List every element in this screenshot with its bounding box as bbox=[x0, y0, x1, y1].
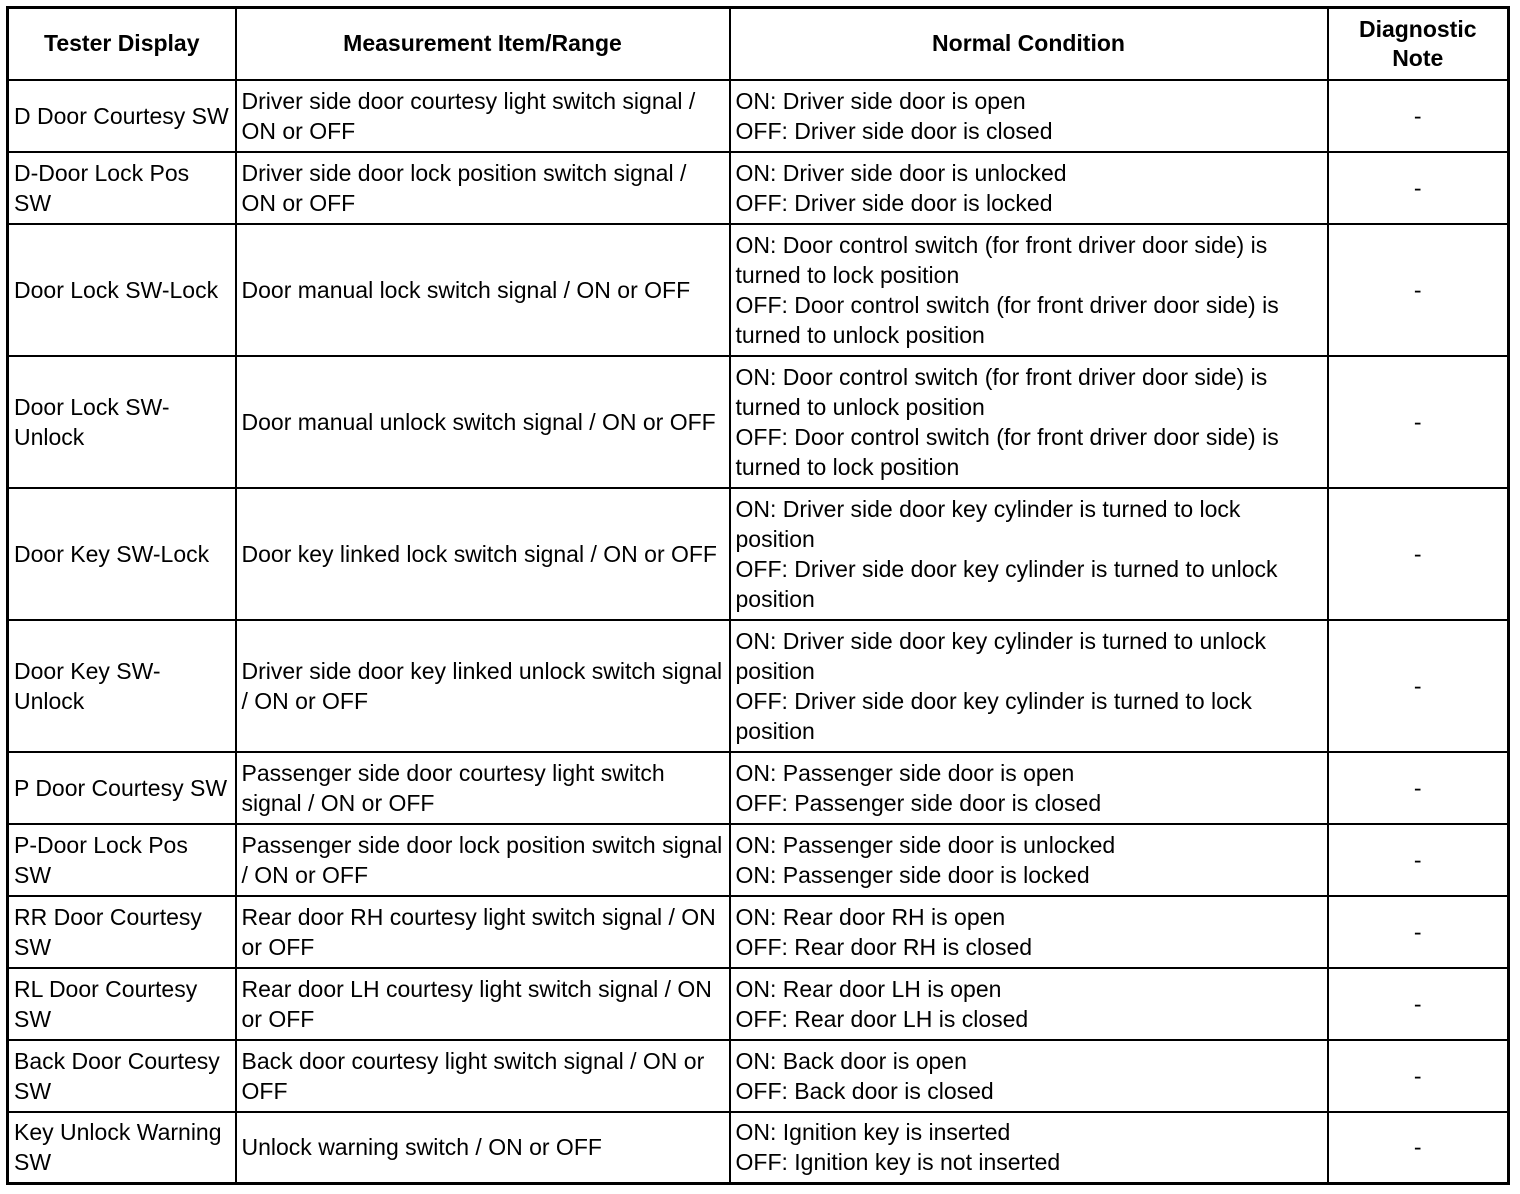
table-row bbox=[8, 620, 1509, 752]
tester-display-cell: Back Door Courtesy SW bbox=[8, 1040, 236, 1112]
table-row bbox=[8, 80, 1509, 152]
table-row bbox=[8, 752, 1509, 824]
measurement-cell: Door key linked lock switch signal / ON or OFF bbox=[236, 488, 730, 620]
table-row bbox=[8, 488, 1509, 620]
condition-on: ON: Driver side door key cylinder is turned to unlock position bbox=[735, 627, 1266, 684]
measurement-cell: Door manual lock switch signal / ON or OFF bbox=[236, 224, 730, 356]
condition-on: ON: Driver side door is unlocked bbox=[735, 159, 1067, 186]
data-list-table bbox=[6, 6, 1510, 1185]
diagnostic-note-cell: - bbox=[1328, 620, 1509, 752]
tester-display-cell: P-Door Lock Pos SW bbox=[8, 824, 236, 896]
normal-condition-cell bbox=[730, 1040, 1328, 1112]
diagnostic-note-cell: - bbox=[1328, 488, 1509, 620]
condition-off: OFF: Back door is closed bbox=[735, 1077, 994, 1104]
table-body bbox=[8, 80, 1509, 1184]
condition-on: ON: Passenger side door is open bbox=[735, 759, 1075, 786]
condition-off: OFF: Door control switch (for front driver door side) is turned to unlock position bbox=[735, 291, 1279, 348]
tester-display-cell: D Door Courtesy SW bbox=[8, 80, 236, 152]
diagnostic-note-cell: - bbox=[1328, 1040, 1509, 1112]
table-row bbox=[8, 152, 1509, 224]
condition-off: OFF: Driver side door key cylinder is turned to lock position bbox=[735, 687, 1252, 744]
table-row bbox=[8, 896, 1509, 968]
diagnostic-note-cell: - bbox=[1328, 80, 1509, 152]
diagnostic-note-cell: - bbox=[1328, 224, 1509, 356]
normal-condition-cell bbox=[730, 80, 1328, 152]
tester-display-cell: Door Key SW-Lock bbox=[8, 488, 236, 620]
diagnostic-note-cell: - bbox=[1328, 356, 1509, 488]
diagnostic-note-cell: - bbox=[1328, 896, 1509, 968]
condition-off: OFF: Driver side door is locked bbox=[735, 189, 1053, 216]
condition-on: ON: Rear door LH is open bbox=[735, 975, 1002, 1002]
condition-on: ON: Back door is open bbox=[735, 1047, 967, 1074]
table-row bbox=[8, 968, 1509, 1040]
diagnostic-note-cell: - bbox=[1328, 1112, 1509, 1184]
measurement-cell: Door manual unlock switch signal / ON or OFF bbox=[236, 356, 730, 488]
condition-off: OFF: Ignition key is not inserted bbox=[735, 1149, 1061, 1176]
tester-display-cell: Key Unlock Warning SW bbox=[8, 1112, 236, 1184]
normal-condition-cell bbox=[730, 1112, 1328, 1184]
normal-condition-cell bbox=[730, 752, 1328, 824]
header-tester-display: Tester Display bbox=[8, 8, 236, 80]
condition-off: OFF: Rear door RH is closed bbox=[735, 933, 1033, 960]
measurement-cell: Rear door LH courtesy light switch signal / ON or OFF bbox=[236, 968, 730, 1040]
measurement-cell: Rear door RH courtesy light switch signal / ON or OFF bbox=[236, 896, 730, 968]
tester-display-cell: Door Lock SW-Unlock bbox=[8, 356, 236, 488]
condition-off: OFF: Passenger side door is closed bbox=[735, 789, 1102, 816]
diagnostic-note-cell: - bbox=[1328, 968, 1509, 1040]
normal-condition-cell bbox=[730, 356, 1328, 488]
table-row bbox=[8, 1040, 1509, 1112]
tester-display-cell: D-Door Lock Pos SW bbox=[8, 152, 236, 224]
diagnostic-note-cell: - bbox=[1328, 824, 1509, 896]
condition-off: OFF: Door control switch (for front driver door side) is turned to lock position bbox=[735, 423, 1279, 480]
diagnostic-note-cell: - bbox=[1328, 152, 1509, 224]
condition-on: ON: Driver side door is open bbox=[735, 87, 1026, 114]
normal-condition-cell bbox=[730, 896, 1328, 968]
measurement-cell: Passenger side door lock position switch signal / ON or OFF bbox=[236, 824, 730, 896]
header-diagnostic-note: Diagnostic Note bbox=[1328, 8, 1509, 80]
condition-on: ON: Driver side door key cylinder is turned to lock position bbox=[735, 495, 1241, 552]
table-row bbox=[8, 1112, 1509, 1184]
diagnostic-note-cell: - bbox=[1328, 752, 1509, 824]
tester-display-cell: Door Lock SW-Lock bbox=[8, 224, 236, 356]
condition-on: ON: Rear door RH is open bbox=[735, 903, 1006, 930]
measurement-cell: Back door courtesy light switch signal / ON or OFF bbox=[236, 1040, 730, 1112]
table-row bbox=[8, 224, 1509, 356]
table-row bbox=[8, 356, 1509, 488]
measurement-cell: Driver side door courtesy light switch signal / ON or OFF bbox=[236, 80, 730, 152]
condition-on: ON: Door control switch (for front driver door side) is turned to lock position bbox=[735, 231, 1268, 288]
condition-on: ON: Passenger side door is unlocked bbox=[735, 831, 1116, 858]
condition-off: OFF: Driver side door key cylinder is turned to unlock position bbox=[735, 555, 1278, 612]
normal-condition-cell bbox=[730, 224, 1328, 356]
normal-condition-cell bbox=[730, 620, 1328, 752]
measurement-cell: Driver side door key linked unlock switch signal / ON or OFF bbox=[236, 620, 730, 752]
condition-off: ON: Passenger side door is locked bbox=[735, 861, 1090, 888]
normal-condition-cell bbox=[730, 968, 1328, 1040]
tester-display-cell: Door Key SW-Unlock bbox=[8, 620, 236, 752]
condition-on: ON: Door control switch (for front driver door side) is turned to unlock position bbox=[735, 363, 1268, 420]
condition-on: ON: Ignition key is inserted bbox=[735, 1119, 1011, 1146]
table-row bbox=[8, 824, 1509, 896]
header-measurement-item: Measurement Item/Range bbox=[236, 8, 730, 80]
header-row bbox=[8, 8, 1509, 80]
measurement-cell: Driver side door lock position switch signal / ON or OFF bbox=[236, 152, 730, 224]
measurement-cell: Unlock warning switch / ON or OFF bbox=[236, 1112, 730, 1184]
header-normal-condition: Normal Condition bbox=[730, 8, 1328, 80]
tester-display-cell: RL Door Courtesy SW bbox=[8, 968, 236, 1040]
tester-display-cell: RR Door Courtesy SW bbox=[8, 896, 236, 968]
condition-off: OFF: Driver side door is closed bbox=[735, 117, 1053, 144]
tester-display-cell: P Door Courtesy SW bbox=[8, 752, 236, 824]
normal-condition-cell bbox=[730, 488, 1328, 620]
normal-condition-cell bbox=[730, 824, 1328, 896]
normal-condition-cell bbox=[730, 152, 1328, 224]
condition-off: OFF: Rear door LH is closed bbox=[735, 1005, 1029, 1032]
table-header bbox=[8, 8, 1509, 80]
measurement-cell: Passenger side door courtesy light switch signal / ON or OFF bbox=[236, 752, 730, 824]
